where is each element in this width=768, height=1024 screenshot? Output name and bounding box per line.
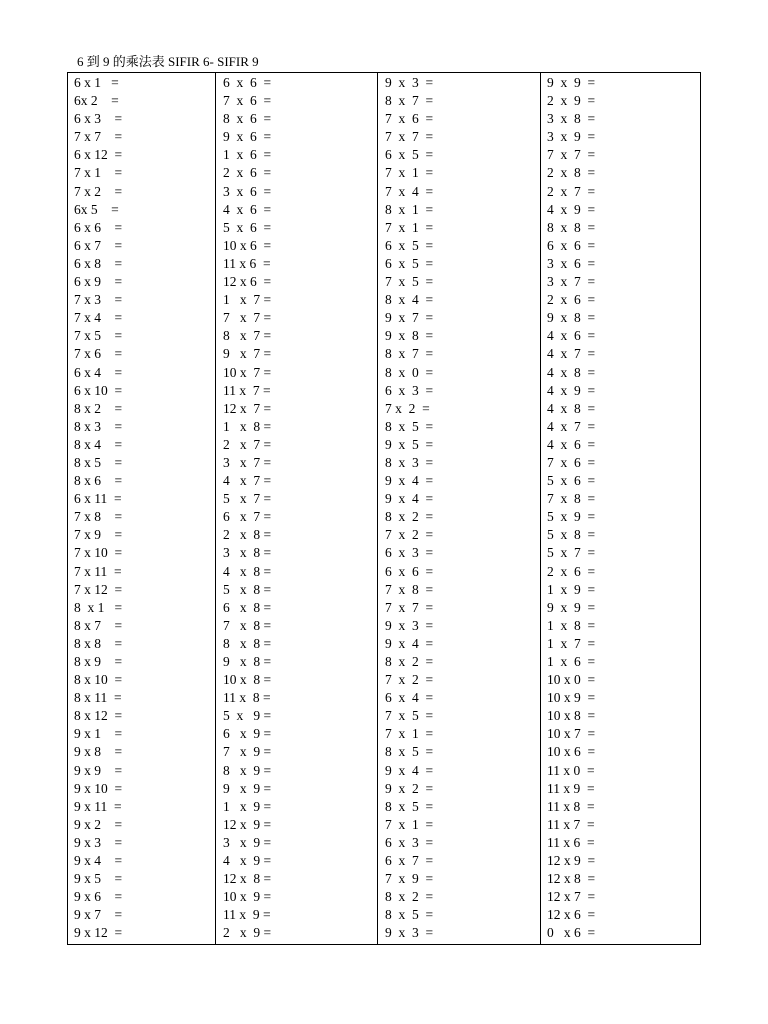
problem-cell: 7 x 5 = — [74, 328, 123, 344]
problem-cell: 8 x 10 = — [74, 672, 123, 688]
problem-cell: 3 x 8 = — [223, 545, 272, 561]
problem-cell: 11 x 7 = — [547, 816, 595, 832]
problem-cell: 7 x 2 = — [385, 400, 430, 416]
problem-cell: 4 x 6 = — [547, 328, 596, 344]
problem-cell: 1 x 9 = — [547, 581, 596, 597]
problem-cell: 11 x 9 = — [223, 907, 271, 923]
problem-cell: 6 x 8 = — [74, 255, 123, 271]
problem-cell: 7 x 7 = — [223, 310, 272, 326]
problem-cell: 7 x 8 = — [74, 509, 123, 525]
problem-cell: 7 x 4 = — [74, 310, 123, 326]
problem-cell: 9 x 6 = — [223, 129, 272, 145]
problem-cell: 12 x 6 = — [547, 907, 596, 923]
problem-cell: 11 x 0 = — [547, 762, 595, 778]
problem-cell: 8 x 2 = — [74, 400, 123, 416]
problem-cell: 2 x 6 = — [223, 165, 272, 181]
problem-cell: 9 x 8 = — [385, 328, 434, 344]
problem-cell: 8 x 6 = — [74, 473, 123, 489]
problem-cell: 8 x 0 = — [385, 364, 434, 380]
problem-cell: 8 x 5 = — [74, 454, 123, 470]
problem-cell: 8 x 2 = — [385, 509, 434, 525]
problem-cell: 6 x 4 = — [74, 364, 123, 380]
problem-cell: 6 x 3 = — [74, 111, 123, 127]
problem-cell: 9 x 9 = — [74, 762, 123, 778]
problem-cell: 8 x 5 = — [385, 798, 434, 814]
problem-cell: 1 x 9 = — [223, 798, 272, 814]
problem-cell: 0 x 6 = — [547, 925, 596, 941]
problem-cell: 12 x 9 = — [223, 816, 272, 832]
problem-cell: 2 x 7 = — [223, 436, 272, 452]
problem-cell: 2 x 9 = — [547, 93, 596, 109]
problem-cell: 9 x 7 = — [74, 907, 123, 923]
problem-cell: 5 x 8 = — [223, 581, 272, 597]
problem-cell: 10 x 9 = — [547, 690, 596, 706]
problem-cell: 7 x 9 = — [385, 871, 434, 887]
problem-cell: 9 x 6 = — [74, 889, 123, 905]
problem-cell: 5 x 8 = — [547, 527, 596, 543]
problem-cell: 7 x 6 = — [547, 454, 596, 470]
problem-cell: 7 x 6 = — [223, 93, 272, 109]
problem-cell: 11 x 6 = — [223, 255, 271, 271]
problem-cell: 6 x 6 = — [223, 75, 272, 90]
problem-cell: 8 x 2 = — [385, 654, 434, 669]
problem-cell: 7 x 2 = — [385, 672, 434, 688]
problem-cell: 7 x 1 = — [385, 219, 434, 235]
problem-cell: 8 x 1 = — [74, 599, 123, 615]
problem-cell: 6 x 5 = — [385, 255, 434, 271]
problem-cell: 1 x 8 = — [547, 617, 596, 633]
problem-cell: 3 x 9 = — [547, 129, 596, 145]
problem-cell: 8 x 5 = — [385, 744, 434, 760]
problem-cell: 7 x 1 = — [385, 816, 434, 832]
problem-cell: 12 x 9 = — [547, 853, 596, 869]
problem-cell: 8 x 2 = — [385, 889, 434, 905]
problem-cell: 6 x 3 = — [385, 545, 434, 561]
problem-cell: 7 x 9 = — [223, 744, 272, 760]
problem-cell: 4 x 8 = — [547, 400, 596, 416]
problem-cell: 9 x 12 = — [74, 925, 123, 941]
problem-cell: 9 x 10 = — [74, 780, 123, 796]
problem-cell: 9 x 5 = — [74, 871, 123, 887]
problem-cell: 8 x 12 = — [74, 708, 123, 724]
problem-cell: 2 x 8 = — [547, 165, 596, 181]
problem-cell: 6 x 4 = — [385, 690, 434, 706]
problem-cell: 10 x 8 = — [547, 708, 596, 724]
table-column-2 — [215, 73, 377, 944]
problem-cell: 4 x 8 = — [223, 563, 272, 579]
problem-cell: 11 x 8 = — [223, 690, 271, 706]
problem-cell: 6 x 7 = — [74, 237, 123, 253]
problem-cell: 4 x 6 = — [547, 436, 596, 452]
problem-cell: 7 x 10 = — [74, 545, 123, 561]
problem-cell: 7 x 8 = — [385, 581, 434, 597]
problem-cell: 8 x 4 = — [385, 292, 434, 308]
problem-cell: 12 x 7 = — [547, 889, 596, 905]
problem-cell: 3 x 8 = — [547, 111, 596, 127]
problem-cell: 9 x 3 = — [385, 75, 434, 90]
problem-cell: 8 x 5 = — [385, 418, 434, 434]
multiplication-table — [67, 72, 701, 945]
problem-cell: 7 x 12 = — [74, 581, 123, 597]
problem-cell: 9 x 2 = — [74, 816, 123, 832]
problem-cell: 9 x 3 = — [385, 925, 434, 941]
problem-cell: 9 x 4 = — [74, 853, 123, 869]
problem-cell: 9 x 2 = — [385, 780, 434, 796]
problem-cell: 1 x 7 = — [223, 292, 272, 308]
problem-cell: 11 x 6 = — [547, 834, 595, 850]
problem-cell: 7 x 9 = — [74, 527, 123, 543]
problem-cell: 9 x 7 = — [385, 310, 434, 326]
problem-cell: 6 x 8 = — [223, 599, 272, 615]
problem-cell: 6 x 3 = — [385, 834, 434, 850]
problem-cell: 7 x 1 = — [385, 726, 434, 742]
problem-cell: 10 x 7 = — [547, 726, 596, 742]
problem-cell: 7 x 8 = — [547, 491, 596, 507]
problem-cell: 5 x 9 = — [547, 509, 596, 525]
problem-cell: 8 x 3 = — [385, 454, 434, 470]
problem-cell: 10 x 8 = — [223, 672, 272, 688]
problem-cell: 6 x 5 = — [385, 147, 434, 163]
problem-cell: 7 x 4 = — [385, 183, 434, 199]
problem-cell: 4 x 9 = — [547, 382, 596, 398]
problem-cell: 7 x 7 = — [385, 599, 434, 615]
problem-cell: 8 x 7 = — [74, 617, 123, 633]
problem-cell: 10 x 6 = — [547, 744, 596, 760]
problem-cell: 8 x 7 = — [223, 328, 272, 344]
problem-cell: 9 x 9 = — [547, 75, 596, 90]
problem-cell: 8 x 1 = — [385, 201, 434, 217]
problem-cell: 8 x 9 = — [74, 654, 123, 669]
problem-cell: 3 x 7 = — [547, 274, 596, 290]
problem-cell: 8 x 11 = — [74, 690, 122, 706]
problem-cell: 9 x 4 = — [385, 635, 434, 651]
problem-cell: 4 x 8 = — [547, 364, 596, 380]
problem-cell: 8 x 9 = — [223, 762, 272, 778]
problem-cell: 9 x 9 = — [223, 780, 272, 796]
problem-cell: 11 x 9 = — [547, 780, 595, 796]
problem-cell: 9 x 8 = — [223, 654, 272, 669]
problem-cell: 6 x 12 = — [74, 147, 123, 163]
problem-cell: 9 x 4 = — [385, 473, 434, 489]
problem-cell: 7 x 7 = — [385, 129, 434, 145]
problem-cell: 7 x 1 = — [385, 165, 434, 181]
problem-cell: 9 x 5 = — [385, 436, 434, 452]
problem-cell: 9 x 3 = — [74, 834, 123, 850]
problem-cell: 7 x 2 = — [74, 183, 123, 199]
problem-cell: 6 x 9 = — [223, 726, 272, 742]
problem-cell: 3 x 6 = — [223, 183, 272, 199]
problem-cell: 5 x 9 = — [223, 708, 272, 724]
problem-cell: 6x 5 = — [74, 201, 119, 217]
problem-cell: 11 x 8 = — [547, 798, 595, 814]
problem-cell: 6 x 11 = — [74, 491, 122, 507]
problem-cell: 1 x 8 = — [223, 418, 272, 434]
problem-cell: 7 x 7 = — [74, 129, 123, 145]
problem-cell: 8 x 8 = — [547, 219, 596, 235]
problem-cell: 2 x 6 = — [547, 563, 596, 579]
problem-cell: 9 x 9 = — [547, 599, 596, 615]
problem-cell: 3 x 7 = — [223, 454, 272, 470]
problem-cell: 8 x 6 = — [223, 111, 272, 127]
problem-cell: 9 x 11 = — [74, 798, 122, 814]
problem-cell: 2 x 8 = — [223, 527, 272, 543]
problem-cell: 6 x 6 = — [74, 219, 123, 235]
worksheet-title: 6 到 9 的乘法表 SIFIR 6- SIFIR 9 — [77, 54, 259, 69]
problem-cell: 6 x 7 = — [385, 853, 434, 869]
problem-cell: 4 x 9 = — [547, 201, 596, 217]
problem-cell: 8 x 4 = — [74, 436, 123, 452]
problem-cell: 3 x 6 = — [547, 255, 596, 271]
problem-cell: 8 x 8 = — [74, 635, 123, 651]
problem-cell: 1 x 6 = — [223, 147, 272, 163]
problem-cell: 1 x 6 = — [547, 654, 596, 669]
problem-cell: 5 x 6 = — [223, 219, 272, 235]
table-column-3 — [377, 73, 540, 944]
problem-cell: 7 x 7 = — [547, 147, 596, 163]
problem-cell: 7 x 6 = — [385, 111, 434, 127]
problem-cell: 6 x 1 = — [74, 75, 119, 90]
problem-cell: 3 x 9 = — [223, 834, 272, 850]
problem-cell: 9 x 4 = — [385, 491, 434, 507]
problem-cell: 7 x 11 = — [74, 563, 122, 579]
problem-cell: 8 x 7 = — [385, 346, 434, 362]
problem-cell: 9 x 7 = — [223, 346, 272, 362]
problem-cell: 12 x 7 = — [223, 400, 272, 416]
problem-cell: 9 x 4 = — [385, 762, 434, 778]
problem-cell: 10 x 7 = — [223, 364, 272, 380]
problem-cell: 10 x 0 = — [547, 672, 596, 688]
problem-cell: 4 x 6 = — [223, 201, 272, 217]
problem-cell: 7 x 2 = — [385, 527, 434, 543]
problem-cell: 2 x 9 = — [223, 925, 272, 941]
problem-cell: 5 x 6 = — [547, 473, 596, 489]
problem-cell: 6 x 6 = — [385, 563, 434, 579]
problem-cell: 5 x 7 = — [223, 491, 272, 507]
problem-cell: 7 x 3 = — [74, 292, 123, 308]
problem-cell: 12 x 6 = — [223, 274, 272, 290]
problem-cell: 7 x 1 = — [74, 165, 123, 181]
problem-cell: 10 x 9 = — [223, 889, 272, 905]
problem-cell: 8 x 8 = — [223, 635, 272, 651]
problem-cell: 6x 2 = — [74, 93, 119, 109]
problem-cell: 8 x 7 = — [385, 93, 434, 109]
problem-cell: 7 x 6 = — [74, 346, 123, 362]
problem-cell: 4 x 9 = — [223, 853, 272, 869]
problem-cell: 4 x 7 = — [223, 473, 272, 489]
problem-cell: 12 x 8 = — [547, 871, 596, 887]
problem-cell: 6 x 9 = — [74, 274, 123, 290]
problem-cell: 2 x 7 = — [547, 183, 596, 199]
problem-cell: 6 x 7 = — [223, 509, 272, 525]
table-column-4 — [540, 73, 700, 944]
problem-cell: 8 x 3 = — [74, 418, 123, 434]
problem-cell: 8 x 5 = — [385, 907, 434, 923]
problem-cell: 9 x 3 = — [385, 617, 434, 633]
problem-cell: 1 x 7 = — [547, 635, 596, 651]
problem-cell: 6 x 5 = — [385, 237, 434, 253]
problem-cell: 4 x 7 = — [547, 346, 596, 362]
problem-cell: 12 x 8 = — [223, 871, 272, 887]
problem-cell: 6 x 10 = — [74, 382, 123, 398]
table-column-1 — [68, 73, 215, 944]
problem-cell: 11 x 7 = — [223, 382, 271, 398]
problem-cell: 4 x 7 = — [547, 418, 596, 434]
problem-cell: 6 x 3 = — [385, 382, 434, 398]
problem-cell: 9 x 1 = — [74, 726, 123, 742]
problem-cell: 6 x 6 = — [547, 237, 596, 253]
problem-cell: 10 x 6 = — [223, 237, 272, 253]
problem-cell: 7 x 5 = — [385, 274, 434, 290]
problem-cell: 9 x 8 = — [74, 744, 123, 760]
problem-cell: 2 x 6 = — [547, 292, 596, 308]
problem-cell: 7 x 8 = — [223, 617, 272, 633]
problem-cell: 7 x 5 = — [385, 708, 434, 724]
problem-cell: 5 x 7 = — [547, 545, 596, 561]
problem-cell: 9 x 8 = — [547, 310, 596, 326]
